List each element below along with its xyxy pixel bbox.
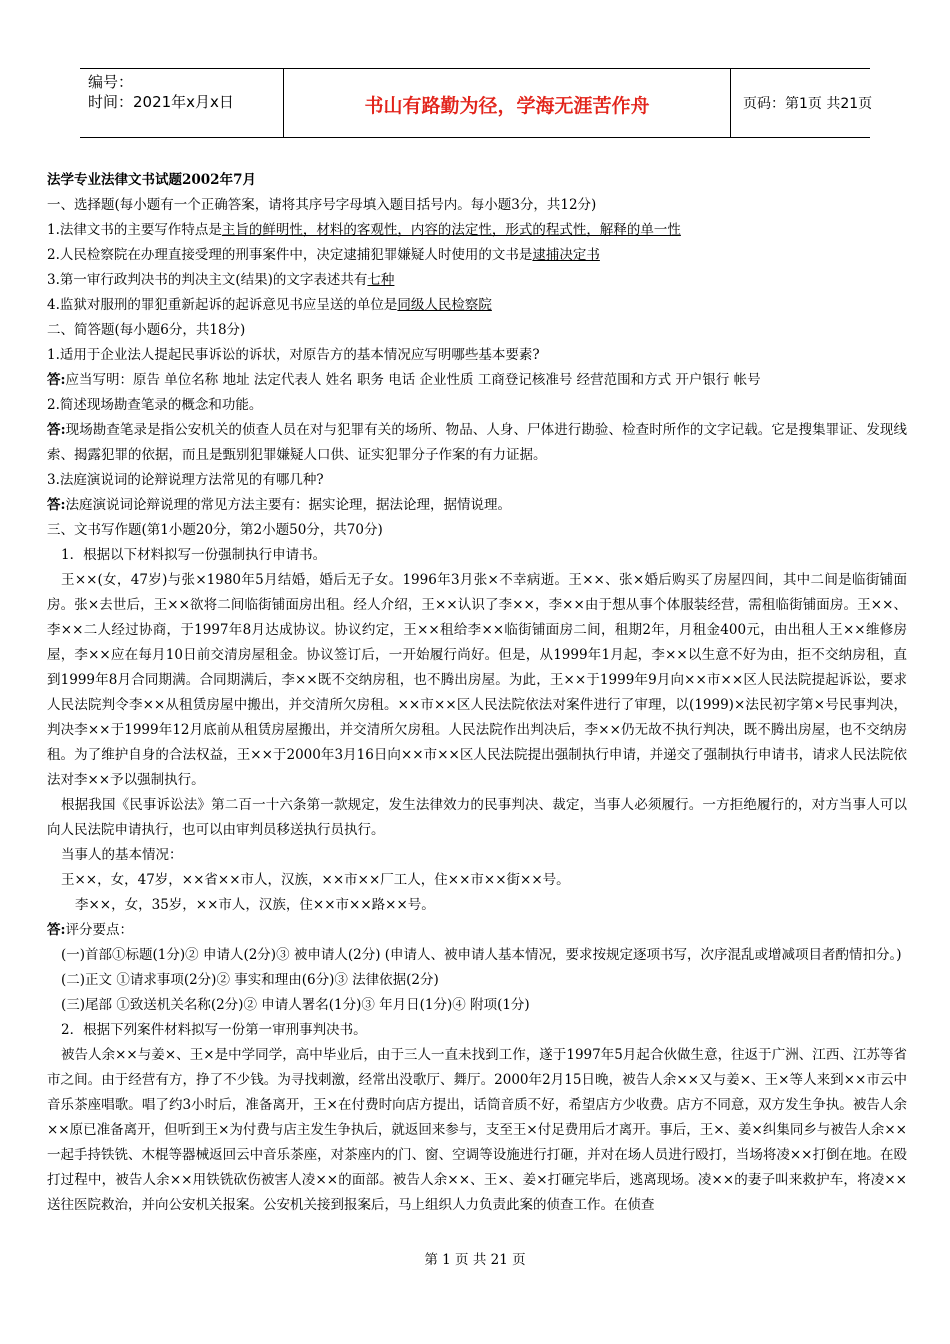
- page-label: 页码：第1页 共21页: [743, 96, 873, 112]
- short-answer-2-text: 现场勘查笔录是指公安机关的侦查人员在对与犯罪有关的场所、物品、人身、尸体进行勘验、检查时所作的文字记载。它是搜集罪证、发现线索、揭露犯罪的依据，而且是甄别犯罪嫌疑人口供、证实犯罪分子作案的有力证据。: [47, 422, 908, 463]
- question-2-answer: 逮捕决定书: [532, 247, 600, 263]
- time-label: 时间：2021年x月x日: [88, 93, 234, 111]
- writing-task-1: 1．根据以下材料拟写一份强制执行申请书。: [61, 547, 327, 563]
- task-1-party-1: 王××，女，47岁，××省××市人，汉族，××市××厂工人，住××市××街××号。: [61, 872, 570, 888]
- task-1-paragraph-2: 根据我国《民事诉讼法》第二百一十六条第一款规定，发生法律效力的民事判决、裁定，当事人必须履行。一方拒绝履行的，对方当事人可以向人民法院申请执行，也可以由审判员移送执行员执行。: [47, 797, 907, 838]
- page-header: [80, 68, 873, 138]
- writing-task-2: 2．根据下列案件材料拟写一份第一审刑事判决书。: [61, 1022, 367, 1038]
- answer-label: 答:: [47, 497, 66, 513]
- document-body: [47, 168, 907, 1218]
- short-question-1: 1.适用于企业法人提起民事诉讼的诉状，对原告方的基本情况应写明哪些基本要素?: [47, 347, 540, 363]
- question-1: [47, 218, 907, 243]
- question-1-answer: 主旨的鲜明性，材料的客观性，内容的法定性，形式的程式性，解释的单一性: [221, 222, 681, 238]
- task-2-paragraph-1: 被告人余××与姜×、王×是中学同学，高中毕业后，由于三人一直未找到工作，遂于1997年5月起合伙做生意，往返于广洲、江西、江苏等省市之间。由于经营有方，挣了不少钱。为寻找刺激，经常出没歌厅、舞厅。2000年2月15日晚，被告人余××又与姜×、王×等人来到××市云中音乐茶座唱歌。唱了约3小时后，准备离开，王×在付费时向店方提出，话筒音质不好，希望店方少收费。店方不同意，双方发生争执。被告人余××原已准备离开，但听到王×为付费与店主发生争执后，就返回来参与，支至王×付足费用后才离开。事后，王×、姜×纠集同乡与被告人余××一起手持铁铣、木棍等器械返回云中音乐茶座，对茶座内的门、窗、空调等设施进行打砸，并对在场人员进行殴打，当场将凌××打倒在地。在殴打过程中，被告人余××用铁铣砍伤被害人凌××的面部。被告人余××、王×、姜×打砸完毕后，逃离现场。凌××的妻子叫来救护车，将凌××送往医院救治，并向公安机关报案。公安机关接到报案后，马上组织人力负责此案的侦查工作。在侦查: [47, 1047, 907, 1213]
- question-2-text: 2.人民检察院在办理直接受理的刑事案件中，决定逮捕犯罪嫌疑人时使用的文书是: [47, 247, 533, 263]
- question-4-text: 4.监狱对服刑的罪犯重新起诉的起诉意见书应呈送的单位是: [47, 297, 398, 313]
- answer-label: 答:: [47, 422, 66, 438]
- question-1-text: 1.法律文书的主要写作特点是: [47, 222, 222, 238]
- number-label: 编号：: [88, 73, 134, 91]
- task-1-answer: [47, 918, 907, 943]
- task-1-party-2: 李××，女，35岁，××市人，汉族，住××市××路××号。: [75, 897, 435, 913]
- section-2-heading: 二、简答题(每小题6分，共18分): [47, 322, 246, 338]
- header-page-cell: [731, 69, 873, 137]
- question-4-answer: 同级人民检察院: [397, 297, 492, 313]
- short-answer-3-text: 法庭演说词论辩说理的常见方法主要有：据实论理，据法论理，据情说理。: [65, 497, 511, 513]
- task-1-paragraph-1: 王××(女，47岁)与张×1980年5月结婚，婚后无子女。1996年3月张×不幸病逝。王××、张×婚后购买了房屋四间，其中二间是临街铺面房。张×去世后，王××欲将二间临街铺面房出租。经人介绍，王××认识了李××，李××由于想从事个体服装经营，需租临街铺面房。王××、李××二人经过协商，于1997年8月达成协议。协议约定，王××租给李××临街铺面房二间，租期2年，月租金400元，由出租人王××维修房屋，李××应在每月10日前交清房屋租金。协议签订后，一开始履行尚好。但是，从1999年1月起，李××以生意不好为由，拒不交纳房租，直到1999年8月合同期满。合同期满后，李××既不交纳房租，也不腾出房屋。为此，王××于1999年9月向××市××区人民法院提起诉讼，要求人民法院判令李××从租赁房屋中搬出，并交清所欠房租。××市××区人民法院依法对案件进行了审理，以(1999)×法民初字第×号民事判决，判决李××于1999年12月底前从租赁房屋搬出，并交清所欠房租。人民法院作出判决后，李××仍无故不执行判决，既不腾出房屋，也不交纳房租。为了维护自身的合法权益，王××于2000年3月16日向××市××区人民法院提出强制执行申请，并递交了强制执行申请书，请求人民法院依法对李××予以强制执行。: [47, 572, 907, 788]
- section-1-heading: 一、选择题(每小题有一个正确答案，请将其序号字母填入题目括号内。每小题3分，共12分): [47, 197, 597, 213]
- short-question-3: 3.法庭演说词的论辩说理方法常见的有哪几种?: [47, 472, 324, 488]
- question-2: [47, 243, 907, 268]
- section-3-heading: 三、文书写作题(第1小题20分，第2小题50分，共70分): [47, 522, 383, 538]
- header-motto-cell: [284, 69, 731, 137]
- scoring-part-3: (三)尾部 ①致送机关名称(2分)② 申请人署名(1分)③ 年月日(1分)④ 附项(1分): [61, 997, 530, 1013]
- short-answer-1: [47, 368, 907, 393]
- answer-label: 答:: [47, 922, 66, 938]
- scoring-part-1: (一)首部①标题(1分)② 申请人(2分)③ 被申请人(2分) (申请人、被申请人基本情况，要求按规定逐项书写，次序混乱或增减项目者酌情扣分。): [61, 947, 902, 963]
- task-1-paragraph-3: 当事人的基本情况：: [61, 847, 183, 863]
- question-3: [47, 268, 907, 293]
- motto: 书山有路勤为径，学海无涯苦作舟: [364, 95, 650, 117]
- question-3-answer: 七种: [367, 272, 395, 288]
- question-3-text: 3.第一审行政判决书的判决主文(结果)的文字表述共有: [47, 272, 368, 288]
- short-question-2: 2.简述现场勘查笔录的概念和功能。: [47, 397, 263, 413]
- scoring-part-2: (二)正文 ①请求事项(2分)② 事实和理由(6分)③ 法律依据(2分): [61, 972, 439, 988]
- short-answer-2: [47, 418, 907, 468]
- task-1-answer-text: 评分要点：: [65, 922, 133, 938]
- short-answer-3: [47, 493, 907, 518]
- header-info-cell: [80, 69, 284, 137]
- answer-label: 答:: [47, 372, 66, 388]
- question-4: [47, 293, 907, 318]
- doc-title: 法学专业法律文书试题2002年7月: [47, 172, 256, 188]
- page-footer: 第 1 页 共 21 页: [424, 1252, 526, 1268]
- short-answer-1-text: 应当写明：原告 单位名称 地址 法定代表人 姓名 职务 电话 企业性质 工商登记核准号 经营范围和方式 开户银行 帐号: [65, 372, 761, 388]
